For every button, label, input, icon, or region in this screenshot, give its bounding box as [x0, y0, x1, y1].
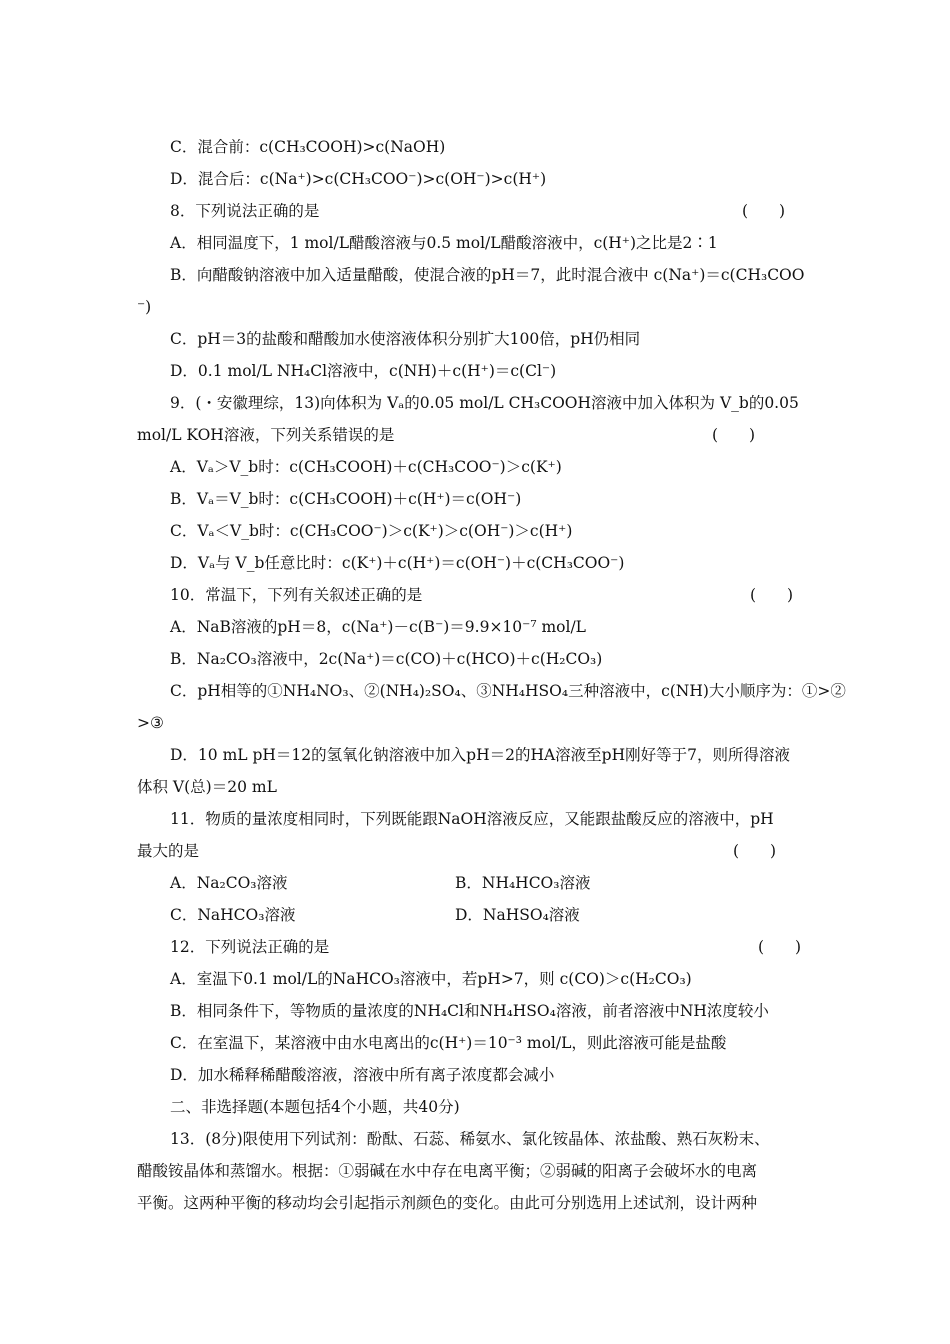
question-stem: 11．物质的量浓度相同时，下列既能跟NaOH溶液反应，又能跟盐酸反应的溶液中，pH	[170, 810, 774, 828]
question-stem: 9．(・安徽理综，13)向体积为 Vₐ的0.05 mol/L CH₃COOH溶液中加入体积为 V_b的0.05	[170, 394, 799, 412]
option-line: D．0.1 mol/L NH₄Cl溶液中，c(NH)＋c(H⁺)＝c(Cl⁻)	[170, 362, 557, 380]
option-line: D．10 mL pH＝12的氢氧化钠溶液中加入pH＝2的HA溶液至pH刚好等于7，则所得溶液	[170, 746, 790, 764]
option-line: C．Vₐ＜V_b时：c(CH₃COO⁻)＞c(K⁺)＞c(OH⁻)＞c(H⁺)	[170, 522, 573, 540]
answer-bracket: ( )	[750, 586, 794, 604]
question-stem-continuation: 平衡。这两种平衡的移动均会引起指示剂颜色的变化。由此可分别选用上述试剂，设计两种	[137, 1194, 758, 1212]
option-line: A．相同温度下，1 mol/L醋酸溶液与0.5 mol/L醋酸溶液中，c(H⁺)之比是2∶1	[170, 234, 718, 252]
option-line: A．室温下0.1 mol/L的NaHCO₃溶液中，若pH>7，则 c(CO)＞c(H₂CO₃)	[170, 970, 692, 988]
section-heading: 二、非选择题(本题包括4个小题，共40分)	[170, 1098, 460, 1116]
option-line: D．加水稀释稀醋酸溶液，溶液中所有离子浓度都会减小	[170, 1066, 555, 1084]
option-line: C．在室温下，某溶液中由水电离出的c(H⁺)＝10⁻³ mol/L，则此溶液可能是盐酸	[170, 1034, 727, 1052]
option-line: C．混合前：c(CH₃COOH)>c(NaOH)	[170, 138, 446, 156]
question-stem-continuation: 最大的是	[137, 842, 200, 860]
question-stem: 8．下列说法正确的是	[170, 202, 320, 220]
question-stem: 12．下列说法正确的是	[170, 938, 330, 956]
option-line: B．NH₄HCO₃溶液	[455, 874, 591, 892]
question-stem: 13．(8分)限使用下列试剂：酚酞、石蕊、稀氨水、氯化铵晶体、浓盐酸、熟石灰粉末、	[170, 1130, 770, 1148]
option-continuation: ⁻)	[137, 298, 152, 316]
option-line: C．pH＝3的盐酸和醋酸加水使溶液体积分别扩大100倍，pH仍相同	[170, 330, 641, 348]
question-stem-continuation: 醋酸铵晶体和蒸馏水。根据：①弱碱在水中存在电离平衡；②弱碱的阳离子会破坏水的电离	[137, 1162, 758, 1180]
answer-bracket: ( )	[742, 202, 786, 220]
option-line: A．Vₐ＞V_b时：c(CH₃COOH)＋c(CH₃COO⁻)＞c(K⁺)	[170, 458, 562, 476]
option-line: A．NaB溶液的pH＝8，c(Na⁺)－c(B⁻)＝9.9×10⁻⁷ mol/L	[170, 618, 586, 636]
option-line: D．NaHSO₄溶液	[455, 906, 580, 924]
question-stem: 10．常温下，下列有关叙述正确的是	[170, 586, 423, 604]
answer-bracket: ( )	[758, 938, 802, 956]
option-line: B．Na₂CO₃溶液中，2c(Na⁺)＝c(CO)＋c(HCO)＋c(H₂CO₃)	[170, 650, 603, 668]
answer-bracket: ( )	[712, 426, 756, 444]
option-continuation: >③	[137, 714, 164, 732]
option-continuation: 体积 V(总)＝20 mL	[137, 778, 277, 796]
option-line: A．Na₂CO₃溶液	[170, 874, 288, 892]
option-line: D．Vₐ与 V_b任意比时：c(K⁺)＋c(H⁺)＝c(OH⁻)＋c(CH₃COO⁻)	[170, 554, 625, 572]
option-line: B．Vₐ＝V_b时：c(CH₃COOH)＋c(H⁺)＝c(OH⁻)	[170, 490, 522, 508]
option-line: C．NaHCO₃溶液	[170, 906, 296, 924]
question-stem-continuation: mol/L KOH溶液，下列关系错误的是	[137, 426, 395, 444]
option-line: B．向醋酸钠溶液中加入适量醋酸，使混合液的pH＝7，此时混合液中 c(Na⁺)＝c(CH₃COO	[170, 266, 805, 284]
option-line: B．相同条件下，等物质的量浓度的NH₄Cl和NH₄HSO₄溶液，前者溶液中NH浓度较小	[170, 1002, 769, 1020]
option-line: C．pH相等的①NH₄NO₃、②(NH₄)₂SO₄、③NH₄HSO₄三种溶液中，c(NH)大小顺序为：①>②	[170, 682, 846, 700]
answer-bracket: ( )	[733, 842, 777, 860]
option-line: D．混合后：c(Na⁺)>c(CH₃COO⁻)>c(OH⁻)>c(H⁺)	[170, 170, 547, 188]
